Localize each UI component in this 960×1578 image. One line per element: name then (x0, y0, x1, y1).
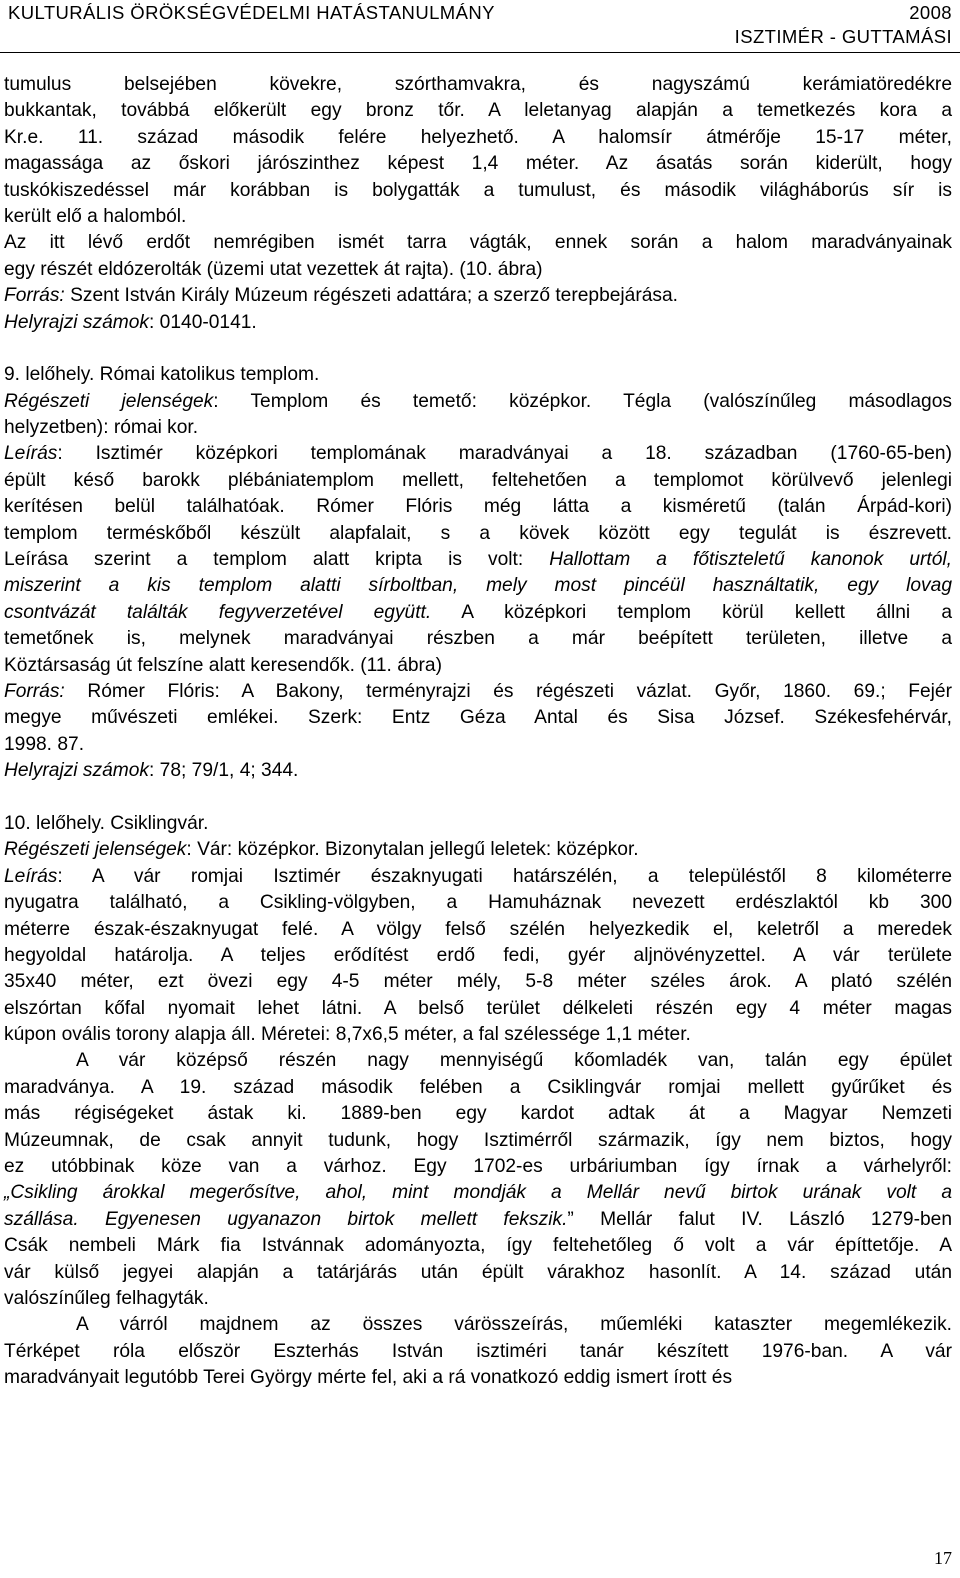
text-segment: Helyrajzi számok (4, 760, 150, 782)
text-segment: szállása. Egyenesen ugyanazon birtok mellett fekszik. (4, 1208, 568, 1230)
text-segment: „Csikling árokkal megerősítve, ahol, mint mondják a Mellár nevű birtok urának volt a (4, 1182, 952, 1204)
text-line (0, 1154, 960, 1180)
text-segment: Múzeumnak, de csak annyit tudunk, hogy Isztimérről származik, így nem biztos, hogy (4, 1129, 952, 1151)
text-segment: Forrás: (4, 680, 65, 702)
text-line (0, 1339, 960, 1365)
text-segment: más régiségeket ástak ki. 1889-ben egy kardot adtak át a Magyar Nemzeti (4, 1103, 952, 1125)
text-segment: 1998. 87. (4, 733, 85, 755)
text-segment: Forrás: (4, 285, 65, 307)
text-line (0, 230, 960, 256)
text-segment: A várról majdnem az összes várösszeírás, műemléki kataszter megemlékezik. (76, 1314, 952, 1336)
text-line (0, 1101, 960, 1127)
text-segment: maradványa. A 19. század második felében a Csiklingvár romjai mellett gyűrűket és (4, 1076, 952, 1098)
text-segment: helyzetben): római kor. (4, 417, 199, 439)
text-line (0, 758, 960, 784)
text-line (0, 600, 960, 626)
text-segment: Köztársaság út felszíne alatt keresendők. (11. ábra) (4, 654, 442, 676)
text-line (0, 705, 960, 731)
text-segment: került elő a halomból. (4, 205, 187, 227)
text-segment: Leírás (4, 865, 58, 887)
text-segment: Régészeti jelenségek (4, 390, 214, 412)
text-segment: : Templom és temető: középkor. Tégla (valószínűleg másodlagos (213, 390, 952, 412)
text-segment: nyugatra található, a Csikling-völgyben, a Hamuháznak nevezett erdészlaktól kb 300 (4, 892, 952, 914)
text-segment: Kr.e. 11. század második felére helyezhető. A halomsír átmérője 15-17 méter, (4, 126, 952, 148)
text-segment: vár külső jegyei alapján a tatárjárás után épült várakhoz hasonlít. A 14. század után (4, 1261, 952, 1283)
header-rule (0, 52, 960, 53)
text-line (0, 917, 960, 943)
text-segment: Az itt lévő erdőt nemrégiben ismét tarra vágták, ennek során a halom maradványainak (4, 232, 952, 254)
text-segment: méterre észak-északnyugat felé. A völgy felső szélén helyezkedik el, keletről a meredek (4, 918, 952, 940)
text-line (0, 389, 960, 415)
text-segment: magassága az őskori járószinthez képest 1,4 méter. Az ásatás során kiderült, hogy (4, 153, 952, 175)
text-segment: Szent István Király Múzeum régészeti adattára; a szerző terepbejárása. (64, 285, 679, 307)
page-number: 17 (934, 1548, 952, 1568)
text-segment: csontvázát találták fegyverzetével együtt. (4, 601, 432, 623)
text-line (0, 362, 960, 388)
text-line (0, 864, 960, 890)
text-line (0, 283, 960, 309)
text-line (0, 1180, 960, 1206)
text-line (0, 178, 960, 204)
text-line (0, 257, 960, 283)
text-segment: tumulus belsejében kövekre, szórthamvakra, és nagyszámú kerámiatöredékre (4, 74, 952, 95)
text-segment: megye művészeti emlékei. Szerk: Entz Géza Antal és Sisa József. Székesfehérvár, (4, 707, 952, 729)
text-line (0, 890, 960, 916)
text-line (0, 653, 960, 679)
text-segment: temetőnek is, melynek maradványai részben a már beépített területen, illetve a (4, 628, 952, 650)
text-line (0, 1312, 960, 1338)
text-segment: : Isztimér középkori templomának maradványai a 18. században (1760-65-ben) (57, 443, 952, 465)
text-segment: egy részét eldózerolták (üzemi utat vezettek át rajta). (10. ábra) (4, 258, 543, 280)
text-segment: bukkantak, továbbá előkerült egy bronz tőr. A leletanyag alapján a temetkezés kora a (4, 100, 952, 122)
text-line (0, 996, 960, 1022)
page-header (0, 0, 960, 60)
text-segment: Rómer Flóris: A Bakony, terményrajzi és régészeti vázlat. Győr, 1860. 69.; Fejér (64, 680, 952, 702)
text-segment: épült késő barokk plébániatemplom mellett, feltehetően a templomot körülvevő jelenlegi (4, 469, 952, 491)
text-segment: valószínűleg felhagyták. (4, 1287, 209, 1309)
text-line (0, 1365, 960, 1391)
text-segment: 35x40 méter, ezt övezi egy 4-5 méter mély, 5-8 méter széles árok. A plató szélén (4, 971, 952, 993)
text-segment: miszerint a kis templom alatti sírboltban, mely most pincéül használtatik, egy lovag (4, 575, 952, 597)
text-line (0, 679, 960, 705)
text-segment: Térképet róla először Eszterhás István isztiméri tanár készített 1976-ban. A vár (4, 1340, 952, 1362)
text-line (0, 943, 960, 969)
text-line (0, 468, 960, 494)
text-segment: 9. lelőhely. Római katolikus templom. (4, 364, 320, 386)
text-line (0, 1075, 960, 1101)
text-line (0, 547, 960, 573)
text-line (0, 1128, 960, 1154)
text-line (0, 626, 960, 652)
text-segment: : Vár: középkor. Bizonytalan jellegű leletek: középkor. (186, 839, 639, 861)
text-segment: Leírása szerint a templom alatt kripta is volt: (4, 549, 550, 571)
text-line (0, 204, 960, 230)
text-segment: A vár középső részén nagy mennyiségű kőomladék van, talán egy épület (76, 1050, 952, 1072)
text-segment: kerítésen belül találhatóak. Rómer Flóris még látta a kisméretű (talán Árpád-kori) (4, 496, 952, 518)
text-line (0, 98, 960, 124)
text-segment: 10. lelőhely. Csiklingvár. (4, 812, 209, 834)
text-line (0, 310, 960, 336)
text-segment: templom terméskőből készült alapfalait, s a kövek között egy tegulát is észrevett. (4, 522, 952, 544)
text-segment: : A vár romjai Isztimér északnyugati határszélén, a településtől 8 kilométerre (57, 865, 952, 887)
text-line (0, 837, 960, 863)
text-segment: Helyrajzi számok (4, 311, 150, 333)
text-segment: : 78; 79/1, 4; 344. (149, 760, 299, 782)
text-line (0, 811, 960, 837)
text-line (0, 969, 960, 995)
text-segment: A középkori templom körül kellett állni a (431, 601, 952, 623)
text-line (0, 1260, 960, 1286)
text-line (0, 573, 960, 599)
text-segment: Csák nembeli Márk fia Istvánnak adományozta, így feltehetőleg ő volt a vár építtetője. A (4, 1235, 952, 1257)
text-line (0, 1233, 960, 1259)
text-line (0, 72, 960, 98)
text-segment: tuskókiszedéssel már korábban is bolygatták a tumulust, és második világháborús sír is (4, 179, 952, 201)
text-segment: ” Mellár falut IV. László 1279-ben (567, 1208, 952, 1230)
text-segment: kúpon ovális torony alapja áll. Méretei: 8,7x6,5 méter, a fal szélessége 1,1 méter. (4, 1024, 691, 1046)
text-line (0, 151, 960, 177)
text-line (0, 732, 960, 758)
text-line (0, 1286, 960, 1312)
text-line (0, 125, 960, 151)
text-line (0, 415, 960, 441)
text-segment: Régészeti jelenségek (4, 839, 187, 861)
text-line (0, 441, 960, 467)
header-title: KULTURÁLIS ÖRÖKSÉGVÉDELMI HATÁSTANULMÁNY (8, 2, 495, 23)
text-segment: elszórtan kőfal nyomait lehet látni. A belső terület délkeleti részén egy 4 méter magas (4, 997, 952, 1019)
document-body (0, 72, 960, 1392)
text-line (0, 1207, 960, 1233)
text-segment: maradványait legutóbb Terei György mérte fel, aki a rá vonatkozó eddig ismert írott és (4, 1367, 733, 1389)
header-year: 2008 (909, 2, 952, 23)
text-line (0, 494, 960, 520)
text-segment: : 0140-0141. (149, 311, 257, 333)
text-segment: ez utóbbinak köze van a várhoz. Egy 1702-es urbáriumban így írnak a várhelyről: (4, 1156, 952, 1178)
text-segment: hegyoldal határolja. A teljes erődítést erdő fedi, gyér aljnövényzettel. A vár területe (4, 944, 952, 966)
text-line (0, 521, 960, 547)
text-segment: Hallottam a főtiszteletű kanonok urtól, (549, 549, 952, 571)
header-subtitle: ISZTIMÉR - GUTTAMÁSI (734, 26, 952, 47)
text-line (0, 1022, 960, 1048)
text-segment: Leírás (4, 443, 58, 465)
text-line (0, 1048, 960, 1074)
